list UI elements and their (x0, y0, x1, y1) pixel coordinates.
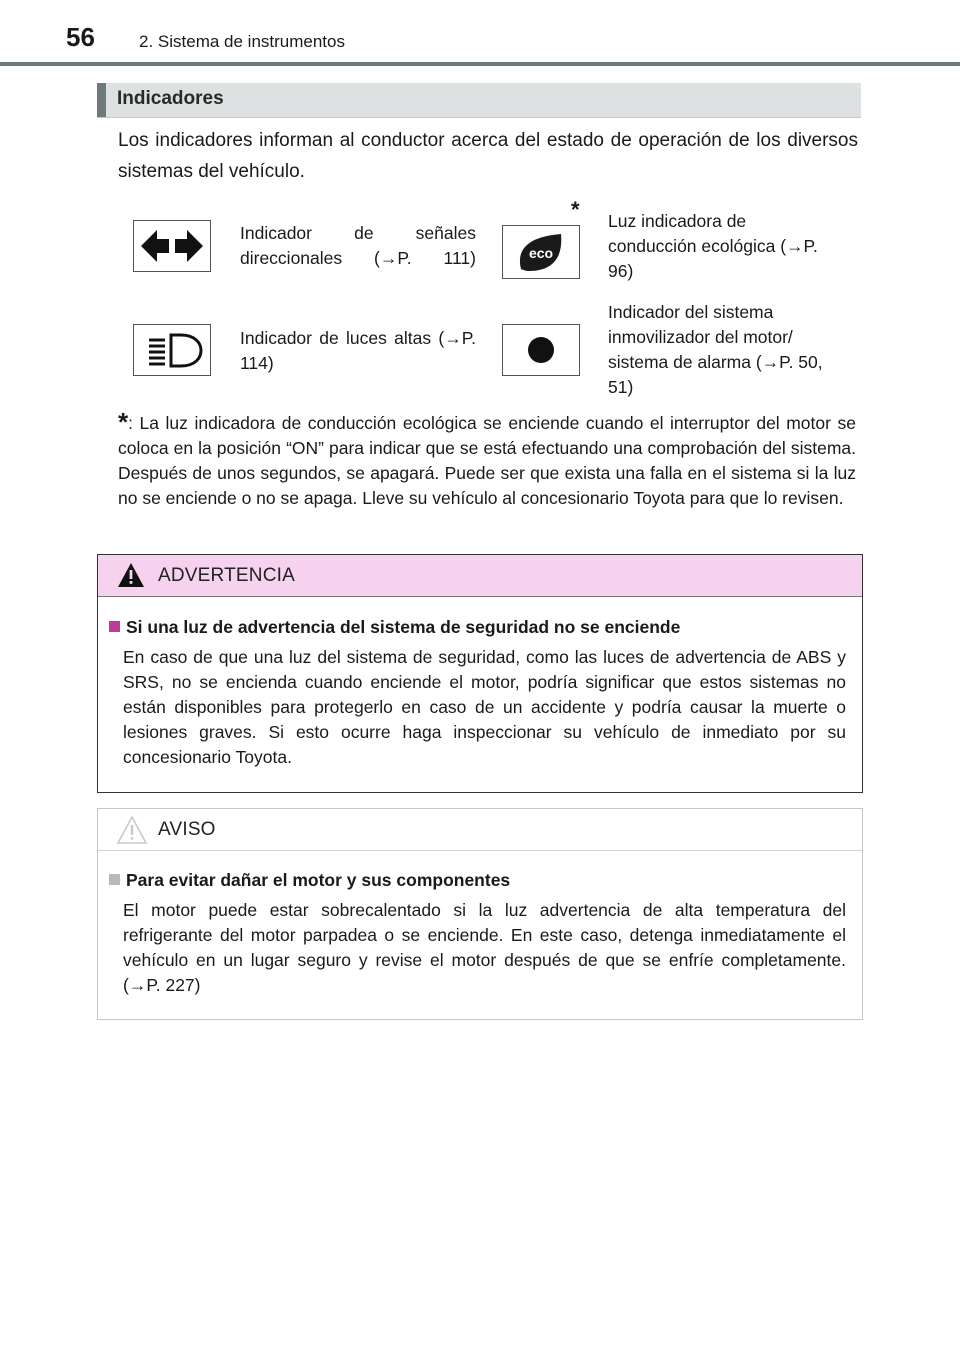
indicator-label-immobilizer: Indicador del sistema inmovilizador del motor/ sistema de alarma (→P. 50, 51) (608, 302, 823, 397)
warning-subheading (109, 617, 680, 638)
notice-text: El motor puede estar sobrecalentado si la luz advertencia de alta temperatura del refrigerante del motor parpadea o se enciende. En este caso, detenga inmediatamente el vehículo en un lugar seguro y revise el motor después de que se enfríe completamente. (→P. 227) (123, 900, 846, 995)
turn-signal-arrows-icon (133, 220, 211, 272)
section-header-bar (97, 83, 106, 117)
warning-title: ADVERTENCIA (158, 565, 295, 586)
warning-subheading-text: Si una luz de advertencia del sistema de seguridad no se enciende (126, 617, 681, 637)
indicator-label-eco: Luz indicadora de conducción ecológica (→P. 96) (608, 211, 818, 281)
notice-bullet-square (109, 874, 120, 885)
footnote-marker: * (118, 407, 129, 437)
header-rule (0, 62, 960, 66)
warning-bullet-square (109, 621, 120, 632)
eco-leaf-icon (502, 225, 580, 279)
indicator-label-high-beam-text: Indicador de luces altas (→P. 114) (240, 328, 476, 373)
indicator-label-high-beam (240, 326, 476, 376)
notice-header (98, 809, 862, 851)
footnote (118, 407, 856, 511)
footnote-text: : La luz indicadora de conducción ecológica se enciende cuando el interruptor del motor se coloca en la posición “ON” para indicar que se está efectuando una comprobación del sistema. Después de unos segundos, se apagará. Puede ser que exista una falla en el sistema si la luz no se enciende o no se apaga. Lleve su vehículo al concesionario Toyota para que lo revisen. (118, 413, 856, 508)
warning-text: En caso de que una luz del sistema de seguridad, como las luces de advertencia de ABS y SRS, no se encienda cuando enciende el motor, podría significar que estos sistemas no están disponibles para protegerlo en caso de un accidente y podría causar la muerte o lesiones graves. Si esto ocurre haga inspeccionar su vehículo de inmediato por su concesionario Toyota. (123, 647, 846, 767)
eco-asterisk: * (571, 197, 580, 222)
caution-triangle-icon (116, 815, 148, 845)
notice-subheading-text: Para evitar dañar el motor y sus componentes (126, 870, 511, 890)
warning-triangle-icon (116, 561, 146, 589)
indicator-label-turn-signals: Indicador de señales direccionales (→P. 111) (240, 223, 476, 268)
chapter-title: 2. Sistema de instrumentos (139, 32, 345, 51)
high-beam-icon (133, 324, 211, 376)
section-title: Indicadores (117, 88, 224, 109)
section-header (97, 83, 861, 118)
page-number: 56 (66, 22, 95, 52)
notice-title: AVISO (158, 819, 216, 840)
svg-text:eco: eco (528, 245, 554, 261)
intro-paragraph: Los indicadores informan al conductor acerca del estado de operación de los diversos sistemas del vehículo. (118, 130, 858, 182)
notice-box (97, 808, 863, 1020)
black-dot-icon (502, 324, 580, 376)
warning-box (97, 554, 863, 793)
notice-subheading (109, 870, 510, 891)
warning-header (98, 555, 862, 597)
